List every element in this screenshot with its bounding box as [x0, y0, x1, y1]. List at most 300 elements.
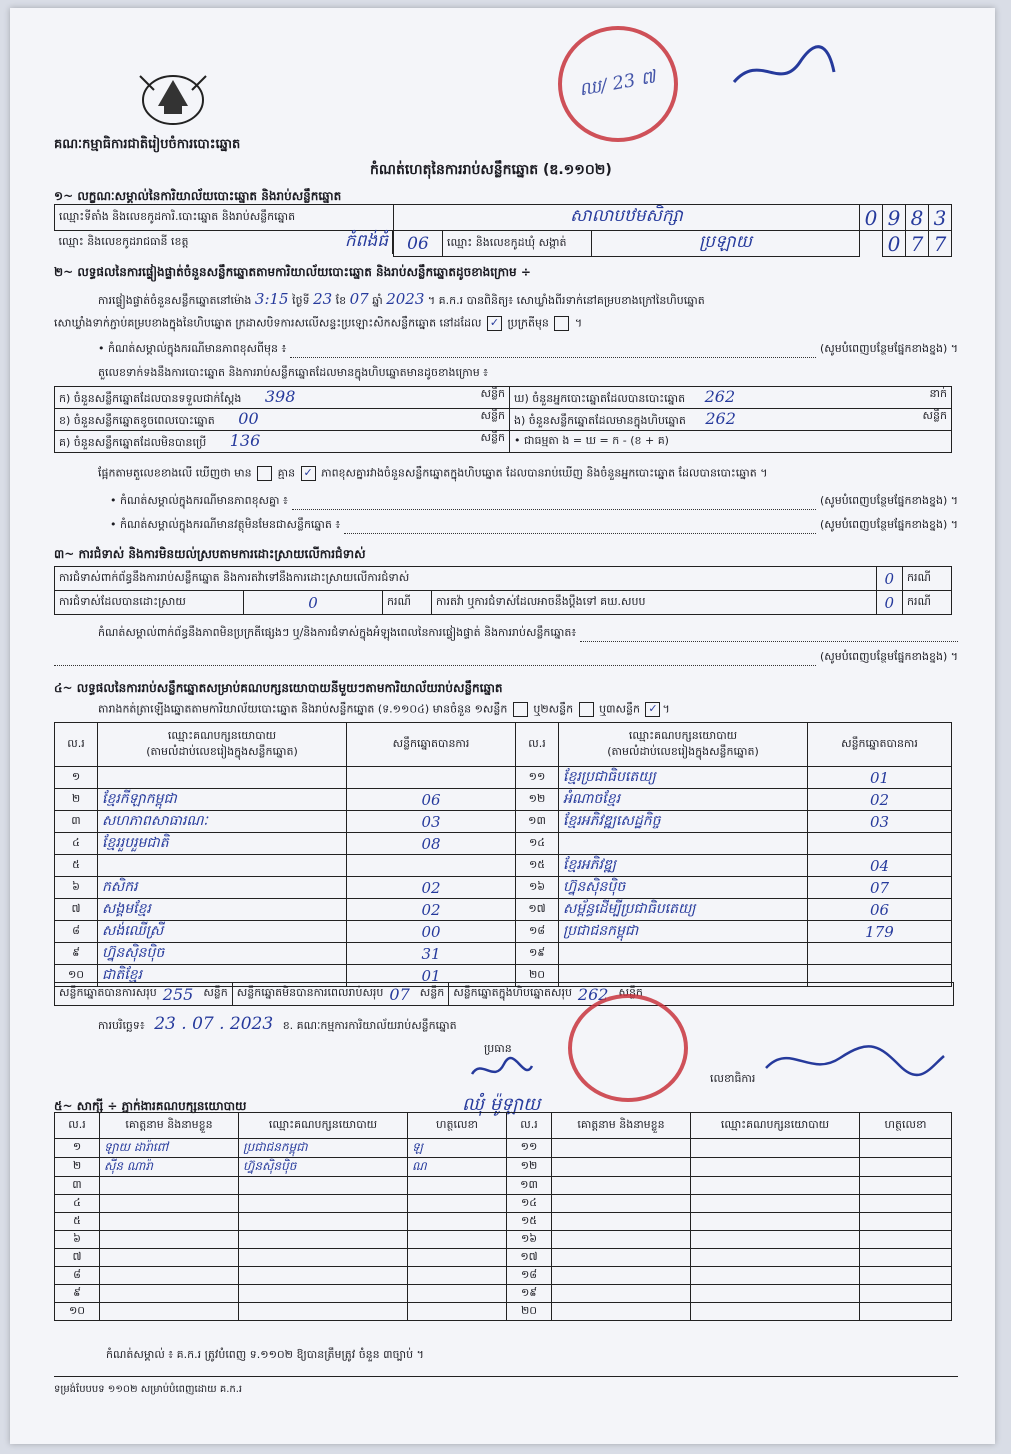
witness-party: ហ្វ៊ុនស៊ិនប៉ិច: [239, 1158, 408, 1177]
three-sheet-checkbox[interactable]: ✓: [645, 702, 660, 717]
witness-signature: [860, 1177, 952, 1195]
date-label: ការបរិច្ឆេទ៖: [98, 1019, 145, 1032]
witness-party: [239, 1249, 408, 1267]
row-number: ៦: [55, 1231, 100, 1249]
results-table: [54, 722, 952, 987]
code-digit: 7: [929, 231, 952, 257]
witness-party: [691, 1231, 860, 1249]
seal-ok-checkbox[interactable]: ✓: [487, 316, 502, 331]
witness-name: [100, 1213, 239, 1231]
party-name: ហ្វ៊ុនស៊ិនប៉ិច: [98, 943, 347, 965]
witness-signature: [860, 1213, 952, 1231]
resolved-value: 0: [244, 591, 383, 615]
witness-party: [691, 1158, 860, 1177]
result-row: [55, 943, 952, 965]
witness-signature: [408, 1303, 507, 1321]
party-name: សង់ឈើស្រី: [98, 921, 347, 943]
witness-row: [55, 1195, 952, 1213]
note-diff-line: [98, 342, 958, 358]
stat-value: 262: [704, 387, 736, 406]
row-number: ៥: [55, 1213, 100, 1231]
stat-unit: សន្លឹក: [480, 409, 505, 422]
row-number: ១០: [55, 1303, 100, 1321]
footer-text: ទម្រង់បែបបទ ១១០២ សម្រាប់បំពេញដោយ គ.ក.រ: [54, 1384, 243, 1395]
no-diff-checkbox[interactable]: ✓: [301, 466, 316, 481]
code-digit: 3: [929, 205, 952, 231]
note-label: • កំណត់សម្គាល់ក្នុងករណីមានវត្ថុមិនមែនជាសន្លឹកឆ្នោត ៖: [110, 518, 341, 531]
party-name: [559, 943, 808, 965]
check-text: ផ្អែកតាមតួលេខខាងលើ ឃើញថា មាន: [98, 466, 252, 480]
party-name: ខ្មែរកីឡាកម្ពុជា: [98, 789, 347, 811]
row-number: ១៣: [516, 811, 559, 833]
witness-party: [239, 1285, 408, 1303]
commune-label: ឈ្មោះ និងលេខកូដឃុំ សង្កាត់: [443, 231, 592, 257]
witness-party: [691, 1303, 860, 1321]
witness-signature: ឡ: [408, 1139, 507, 1158]
row-number: ១៥: [516, 855, 559, 877]
row-number: ១៥: [507, 1213, 552, 1231]
witness-signature: [408, 1285, 507, 1303]
party-name: ខ្មែរប្រជាធិបតេយ្យ: [559, 767, 808, 789]
result-row: [55, 789, 952, 811]
resolved-unit: ករណី: [383, 591, 432, 615]
witness-row: [55, 1158, 952, 1177]
witness-name: [552, 1195, 691, 1213]
appeal-value: 0: [876, 591, 902, 615]
section4-heading: ៤~ លទ្ធផលនៃការរាប់សន្លឹកឆ្នោតសម្រាប់គណបក្សនយោបាយនីមួយៗតាមការិយាល័យរាប់សន្លឹកឆ្នោត: [54, 681, 503, 695]
section1-heading: ១~ លក្ខណៈសម្គាល់នៃការិយាល័យបោះឆ្នោត និងរាប់សន្លឹកឆ្នោត: [54, 189, 342, 203]
witness-party: [691, 1139, 860, 1158]
chair-name: ឈុំ ម៉ូឡាយ: [462, 1094, 541, 1115]
party-votes: 00: [347, 921, 516, 943]
witness-name: [100, 1303, 239, 1321]
witness-party: [691, 1249, 860, 1267]
row-number: ១០: [55, 965, 98, 987]
witness-row: [55, 1139, 952, 1158]
stat-value: 136: [229, 431, 261, 450]
stats-intro: តួលេខទាក់ទងនឹងការបោះឆ្នោត និងការរាប់សន្លឹកឆ្នោតដែលមានក្នុងហិបឆ្នោតមានដូចខាងក្រោម ៖: [98, 366, 489, 379]
col-party: ឈ្មោះគណបក្សនយោបាយ: [691, 1113, 860, 1139]
province-cell: [55, 231, 394, 254]
party-votes: 31: [347, 943, 516, 965]
verify-day: 23: [313, 290, 333, 308]
note-b-line: [110, 518, 958, 534]
witness-name: [100, 1231, 239, 1249]
secretary-label: លេខាធិការ: [710, 1072, 756, 1085]
col-party-title: ឈ្មោះគណបក្សនយោបាយ: [628, 728, 738, 742]
row-number: ៧: [55, 1249, 100, 1267]
witness-signature: [408, 1177, 507, 1195]
party-votes: 03: [347, 811, 516, 833]
note-a-line: [110, 494, 958, 510]
result-row: [55, 811, 952, 833]
row-number: ១៩: [507, 1285, 552, 1303]
total-invalid-value: 07: [389, 984, 410, 1004]
witness-party: [691, 1213, 860, 1231]
fill-note: (សូមបំពេញបន្ថែមផ្នែកខាងខ្នង) ។: [819, 518, 958, 531]
witness-party: ប្រជាជនកម្ពុជា: [239, 1139, 408, 1158]
col-sign: ហត្ថលេខា: [860, 1113, 952, 1139]
party-votes: 07: [808, 877, 952, 899]
party-name: អំណាចខ្មែរ: [559, 789, 808, 811]
witness-party: [239, 1195, 408, 1213]
seal-ok-label: ប្រក្រតីមុន: [507, 316, 549, 330]
witness-name: [100, 1249, 239, 1267]
row-number: ៧: [55, 899, 98, 921]
party-name: សហភាពសាធារណៈ: [98, 811, 347, 833]
witness-party: [239, 1303, 408, 1321]
secretary-signature: [760, 1038, 950, 1092]
witness-note: កំណត់សម្គាល់ ៖ គ.ក.រ ត្រូវបំពេញ ទ.១១០២ ឱ្យបានត្រឹមត្រូវ ចំនួន ៣ច្បាប់ ។: [106, 1348, 424, 1361]
witness-signature: [860, 1285, 952, 1303]
unit: សន្លឹក: [618, 986, 643, 999]
form-title: កំណត់ហេតុនៃការរាប់សន្លឹកឆ្នោត (ឌ.១១០២): [370, 162, 612, 178]
witness-name: [552, 1303, 691, 1321]
party-name: ហ្វ៊ុនស៊ិនប៉ិច: [559, 877, 808, 899]
party-name: ខ្មែរអភិវឌ្ឍសេដ្ឋកិច្ច: [559, 811, 808, 833]
verify-year: 2023: [386, 290, 425, 308]
stat-unit: នាក់: [929, 387, 947, 400]
witness-signature: [408, 1213, 507, 1231]
stats-table: [54, 386, 952, 453]
witness-row: [55, 1249, 952, 1267]
result-row: [55, 767, 952, 789]
party-name: ខ្មែររួបរួមជាតិ: [98, 833, 347, 855]
code-digit: 9: [883, 205, 906, 231]
party-name: ជាតិខ្មែរ: [98, 965, 347, 987]
row-number: ១៣: [507, 1177, 552, 1195]
total-valid-value: 255: [162, 984, 194, 1004]
two-sheet-checkbox[interactable]: [579, 702, 594, 717]
section3-heading: ៣~ ការជំទាស់ និងការមិនយល់ស្របតាមការដោះស្រាយលើការជំទាស់: [54, 547, 366, 561]
party-name: សម្ព័ន្ធដើម្បីប្រជាធិបតេយ្យ: [559, 899, 808, 921]
party-name: [98, 767, 347, 789]
result-row: [55, 877, 952, 899]
witness-name: [552, 1158, 691, 1177]
verify-text: ។ គ.ក.រ បានពិនិត្យ៖ សោឃ្លាំងពីរទាក់នៅគម្របខាងក្រៅនៃហិបឆ្នោត: [427, 294, 705, 307]
party-name: សង្គមខ្មែរ: [98, 899, 347, 921]
section2-heading: ២~ លទ្ធផលនៃការផ្ទៀងផ្ទាត់ចំនួនសន្លឹកឆ្នោតតាមការិយាល័យបោះឆ្នោត និងរាប់សន្លឹកឆ្នោតដូចខាងក្រោម ÷: [54, 265, 531, 279]
stat-unit: សន្លឹក: [480, 431, 505, 444]
row-number: ១: [55, 1139, 100, 1158]
party-votes: 01: [347, 965, 516, 987]
committee-name: គណៈកម្មាធិការជាតិរៀបចំការបោះឆ្នោត: [54, 137, 241, 152]
col-name: គោត្តនាម និងនាមខ្លួន: [552, 1113, 691, 1139]
verify-month: 07: [349, 290, 369, 308]
unit: សន្លឹក: [203, 986, 228, 999]
row-number: ១៦: [507, 1231, 552, 1249]
commune-value: ប្រឡាយ: [592, 231, 860, 257]
row-number: ១៤: [507, 1195, 552, 1213]
witness-name: ស៊ីន ណារ៉ា: [100, 1158, 239, 1177]
col-name: គោត្តនាម និងនាមខ្លួន: [100, 1113, 239, 1139]
form-page: [10, 8, 995, 1444]
province-value: កំពង់ធំ: [344, 231, 388, 251]
party-name: កសិករ: [98, 877, 347, 899]
date-value: 23 . 07 . 2023: [154, 1014, 274, 1034]
total-box-label: សន្លឹកឆ្នោតក្នុងហិបឆ្នោតសរុប: [453, 986, 572, 999]
witness-party: [239, 1213, 408, 1231]
col-party-sub: (តាមលំដាប់លេខរៀងក្នុងសន្លឹកឆ្នោត): [146, 744, 298, 758]
row-number: ១: [55, 767, 98, 789]
result-row: [55, 921, 952, 943]
fill-note: (សូមបំពេញបន្ថែមផ្នែកខាងខ្នង) ។: [819, 494, 958, 507]
row-number: ៩: [55, 1285, 100, 1303]
witness-signature: [408, 1231, 507, 1249]
col-no: ល.រ: [55, 1113, 100, 1139]
party-votes: [347, 767, 516, 789]
row-number: ១៦: [516, 877, 559, 899]
official-stamp-top: [558, 26, 678, 142]
row-number: ១៤: [516, 833, 559, 855]
result-row: [55, 899, 952, 921]
col-party-sub: (តាមលំដាប់លេខរៀងក្នុងសន្លឹកឆ្នោត): [607, 744, 759, 758]
row-number: ៣: [55, 811, 98, 833]
section5-heading: ៥~ សាក្សី ÷ ភ្នាក់ងារគណបក្សនយោបាយ: [54, 1099, 247, 1113]
chair-signature: [468, 1054, 538, 1092]
witness-name: [552, 1285, 691, 1303]
party-votes: 03: [808, 811, 952, 833]
row-number: ១៨: [507, 1267, 552, 1285]
row-number: ១១: [516, 767, 559, 789]
appeal-unit: ករណី: [903, 591, 952, 615]
stat-label: គ) ចំនួនសន្លឹកឆ្នោតដែលមិនបានប្រើ: [59, 436, 207, 449]
witness-name: [100, 1267, 239, 1285]
objection-table: [54, 566, 952, 615]
check-none-label: គ្មាន: [277, 466, 296, 480]
witness-row: [55, 1231, 952, 1249]
total-valid-label: សន្លឹកឆ្នោតបានការសរុប: [59, 986, 157, 999]
location-table: [54, 204, 952, 257]
stamp-handwriting: ឈ/ 23 ៧: [578, 65, 658, 101]
code-digit: 0: [883, 231, 906, 257]
row-number: ៩: [55, 943, 98, 965]
witness-name: [552, 1249, 691, 1267]
witness-signature: ណ: [408, 1158, 507, 1177]
tally-opt2: ឬ២សន្លឹក: [533, 702, 574, 716]
note-label: • កំណត់សម្គាល់ក្នុងករណីមានភាពខុសគ្នា ៖: [110, 494, 288, 507]
nec-emblem-icon: [134, 66, 212, 128]
row-number: ១៧: [507, 1249, 552, 1267]
party-votes: [808, 833, 952, 855]
verify-text: ថ្ងៃទី: [292, 294, 310, 307]
verify-text: ការផ្ទៀងផ្ទាត់ចំនួនសន្លឹកឆ្នោតនៅម៉ោង: [98, 294, 252, 307]
verify-text: ឆ្នាំ: [372, 294, 383, 307]
verify-text: ខែ: [335, 294, 347, 307]
province-code: 06: [394, 231, 443, 257]
note-label: • កំណត់សម្គាល់ក្នុងករណីមានភាពខុសពីមុន ៖: [98, 342, 287, 355]
col-party-title: ឈ្មោះគណបក្សនយោបាយ: [167, 728, 277, 742]
row-number: ២០: [516, 965, 559, 987]
witness-signature: [860, 1303, 952, 1321]
witness-row: [55, 1177, 952, 1195]
row-number: ១២: [507, 1158, 552, 1177]
party-votes: 179: [808, 921, 952, 943]
witness-row: [55, 1303, 952, 1321]
result-row: [55, 855, 952, 877]
row-number: ២: [55, 789, 98, 811]
resolved-label: ការជំទាស់ដែលបានដោះស្រាយ: [55, 591, 244, 615]
col-sign: ហត្ថលេខា: [408, 1113, 507, 1139]
code-digit: 7: [906, 231, 929, 257]
location-label: ឈ្មោះទីតាំង និងលេខកូដការិ.បោះឆ្នោត និងរាប់សន្លឹកឆ្នោត: [55, 205, 394, 231]
row-number: ១២: [516, 789, 559, 811]
row-number: ១១: [507, 1139, 552, 1158]
note-label: កំណត់សម្គាល់ពាក់ព័ន្ធនឹងភាពមិនប្រក្រតីផ្សេងៗ ឬ/និងការជំទាស់ក្នុងអំឡុងពេលនៃការផ្ទៀងផ្ទាត់ និងការរាប់សន្លឹកឆ្នោត៖: [98, 626, 577, 639]
stat-label: ខ) ចំនួនសន្លឹកឆ្នោតខូចពេលបោះឆ្នោត: [59, 414, 215, 427]
witness-signature: [860, 1231, 952, 1249]
witness-signature: [860, 1195, 952, 1213]
appeal-label: ការតវ៉ា ឬការជំទាស់ដែលអាចនឹងប្តឹងទៅ គឃ.សបប: [432, 591, 877, 615]
date-suffix: ខ. គណៈកម្មការការិយាល័យរាប់សន្លឹកឆ្នោត: [282, 1019, 457, 1032]
tally-sheet-line: តារាងកត់ត្រាឡើងឆ្នោតតាមការិយាល័យបោះឆ្នោត និងរាប់សន្លឹកឆ្នោត (ទ.១១០៤) មានចំនួន ១សន្លឹក ឬ២សន្លឹក ឬ៣សន្លឹក ✓ ។: [98, 702, 670, 716]
witness-row: [55, 1285, 952, 1303]
discrepancy-line: [98, 466, 958, 483]
row-number: ៦: [55, 877, 98, 899]
col-party: [559, 723, 808, 767]
one-sheet-checkbox[interactable]: [513, 702, 528, 717]
party-votes: 01: [808, 767, 952, 789]
row-number: ២០: [507, 1303, 552, 1321]
witness-name: [100, 1195, 239, 1213]
witness-name: [100, 1285, 239, 1303]
code-digit: 0: [860, 205, 883, 231]
col-party: ឈ្មោះគណបក្សនយោបាយ: [239, 1113, 408, 1139]
official-stamp-bottom: [568, 994, 688, 1102]
result-row: [55, 833, 952, 855]
stat-value: 00: [238, 409, 259, 428]
stat-value: 398: [264, 387, 296, 406]
col-votes: សន្លឹកឆ្នោតបានការ: [347, 723, 516, 767]
row-number: ៣: [55, 1177, 100, 1195]
party-votes: 02: [347, 899, 516, 921]
party-votes: 04: [808, 855, 952, 877]
code-digit: 8: [906, 205, 929, 231]
col-no: ល.រ: [55, 723, 98, 767]
witness-party: [691, 1195, 860, 1213]
row-number: ១៧: [516, 899, 559, 921]
stat-value: 262: [705, 409, 736, 428]
row-number: ៨: [55, 1267, 100, 1285]
irregularity-note-line2: [54, 650, 958, 666]
party-votes: [347, 855, 516, 877]
witness-row: [55, 1213, 952, 1231]
witness-party: [691, 1285, 860, 1303]
totals-row: [54, 982, 954, 1006]
party-name: ប្រជាជនកម្ពុជា: [559, 921, 808, 943]
witness-signature: [860, 1139, 952, 1158]
row-number: ៤: [55, 1195, 100, 1213]
location-value: សាលាបឋមសិក្សា: [394, 205, 860, 231]
witness-name: [552, 1177, 691, 1195]
objection-unit: ករណី: [903, 567, 952, 591]
stat-left-cell: [55, 431, 510, 453]
objection-value: 0: [876, 567, 902, 591]
witness-signature: [860, 1267, 952, 1285]
party-votes: 02: [808, 789, 952, 811]
tally-opt3: ឬ៣សន្លឹក: [599, 702, 640, 716]
witness-row: [55, 1267, 952, 1285]
tally-intro: តារាងកត់ត្រាឡើងឆ្នោតតាមការិយាល័យបោះឆ្នោត និងរាប់សន្លឹកឆ្នោត (ទ.១១០៤) មានចំនួន ១សន្លឹក: [98, 702, 508, 716]
party-name: [559, 833, 808, 855]
stat-right-cell: [510, 387, 952, 409]
witness-party: [239, 1231, 408, 1249]
col-party: [98, 723, 347, 767]
seal-line: សោឃ្លាំងទាក់ភ្ជាប់គម្របខាងក្នុងនៃហិបឆ្នោត ក្រដាសបិទការសលើសន្ទះប្រឡោះសិកសន្លឹកឆ្នោត នៅដដែល ✓ ប្រក្រតីមុន ។: [54, 316, 583, 330]
col-no: ល.រ: [507, 1113, 552, 1139]
row-number: ៤: [55, 833, 98, 855]
fill-note: (សូមបំពេញបន្ថែមផ្នែកខាងខ្នង) ។: [819, 342, 958, 355]
witness-name: [100, 1177, 239, 1195]
witness-name: [552, 1267, 691, 1285]
party-name: ខ្មែរអភិវឌ្ឍ: [559, 855, 808, 877]
witness-signature: [860, 1158, 952, 1177]
col-votes: សន្លឹកឆ្នោតបានការ: [808, 723, 952, 767]
top-signature: [730, 42, 840, 106]
witness-name: ឡាយ ដារ៉ាពៅ: [100, 1139, 239, 1158]
row-number: ១៩: [516, 943, 559, 965]
stat-label: ង) ចំនួនសន្លឹកឆ្នោតដែលមានក្នុងហិបឆ្នោត: [514, 414, 686, 427]
party-votes: 06: [347, 789, 516, 811]
witness-party: [691, 1267, 860, 1285]
total-invalid-label: សន្លឹកឆ្នោតមិនបានការពេលរាប់សរុប: [236, 986, 384, 999]
irregularity-note: [98, 626, 958, 642]
witness-signature: [408, 1195, 507, 1213]
date-line: [98, 1014, 457, 1035]
fill-note: (សូមបំពេញបន្ថែមផ្នែកខាងខ្នង) ។: [819, 650, 958, 663]
has-diff-checkbox[interactable]: [257, 466, 272, 481]
row-number: ២: [55, 1158, 100, 1177]
objection-label: ការជំទាស់ពាក់ព័ន្ធនឹងការរាប់សន្លឹកឆ្នោត និងការតវ៉ាទៅនឹងការដោះស្រាយលើការជំទាស់: [55, 567, 877, 591]
verify-time: 3:15: [254, 290, 289, 308]
total-box-value: 262: [577, 984, 609, 1004]
witness-party: [691, 1177, 860, 1195]
party-votes: [808, 943, 952, 965]
witness-table: [54, 1112, 952, 1321]
province-label: ឈ្មោះ និងលេខកូដរាជធានី ខេត្ត: [58, 234, 189, 248]
party-votes: 06: [808, 899, 952, 921]
witness-signature: [408, 1249, 507, 1267]
party-votes: 02: [347, 877, 516, 899]
stat-unit: សន្លឹក: [480, 387, 505, 400]
witness-name: [552, 1139, 691, 1158]
stat-formula-cell: • ជាធម្មតា ង = ឃ = ក - (ខ + គ): [510, 431, 952, 453]
row-number: ៥: [55, 855, 98, 877]
seal-text: សោឃ្លាំងទាក់ភ្ជាប់គម្របខាងក្នុងនៃហិបឆ្នោត ក្រដាសបិទការសលើសន្ទះប្រឡោះសិកសន្លឹកឆ្នោត នៅដដែល: [54, 316, 482, 330]
stat-label: ឃ) ចំនួនអ្នកបោះឆ្នោតដែលបានបោះឆ្នោត: [514, 392, 686, 405]
check-text: ភាពខុសគ្នារវាងចំនួនសន្លឹកឆ្នោតក្នុងហិបឆ្នោត ដែលបានរាប់ឃើញ និងចំនួនអ្នកបោះឆ្នោត ដែលបានបោះឆ្នោត ។: [321, 466, 768, 480]
chair-label: ប្រធាន: [484, 1042, 512, 1055]
witness-name: [552, 1213, 691, 1231]
col-no: ល.រ: [516, 723, 559, 767]
row-number: ៨: [55, 921, 98, 943]
witness-party: [239, 1267, 408, 1285]
stat-left-cell: [55, 387, 510, 409]
seal-not-ok-checkbox[interactable]: [554, 316, 569, 331]
stat-label: ក) ចំនួនសន្លឹកឆ្នោតដែលបានទទួលជាក់ស្តែង: [59, 392, 242, 405]
stat-unit: សន្លឹក: [922, 409, 947, 422]
party-name: [98, 855, 347, 877]
party-votes: 08: [347, 833, 516, 855]
stat-left-cell: [55, 409, 510, 431]
unit: សន្លឹក: [419, 986, 445, 999]
row-number: ១៨: [516, 921, 559, 943]
witness-name: [552, 1231, 691, 1249]
witness-signature: [408, 1267, 507, 1285]
witness-signature: [860, 1249, 952, 1267]
stat-right-cell: [510, 409, 952, 431]
verification-line: [98, 290, 958, 310]
